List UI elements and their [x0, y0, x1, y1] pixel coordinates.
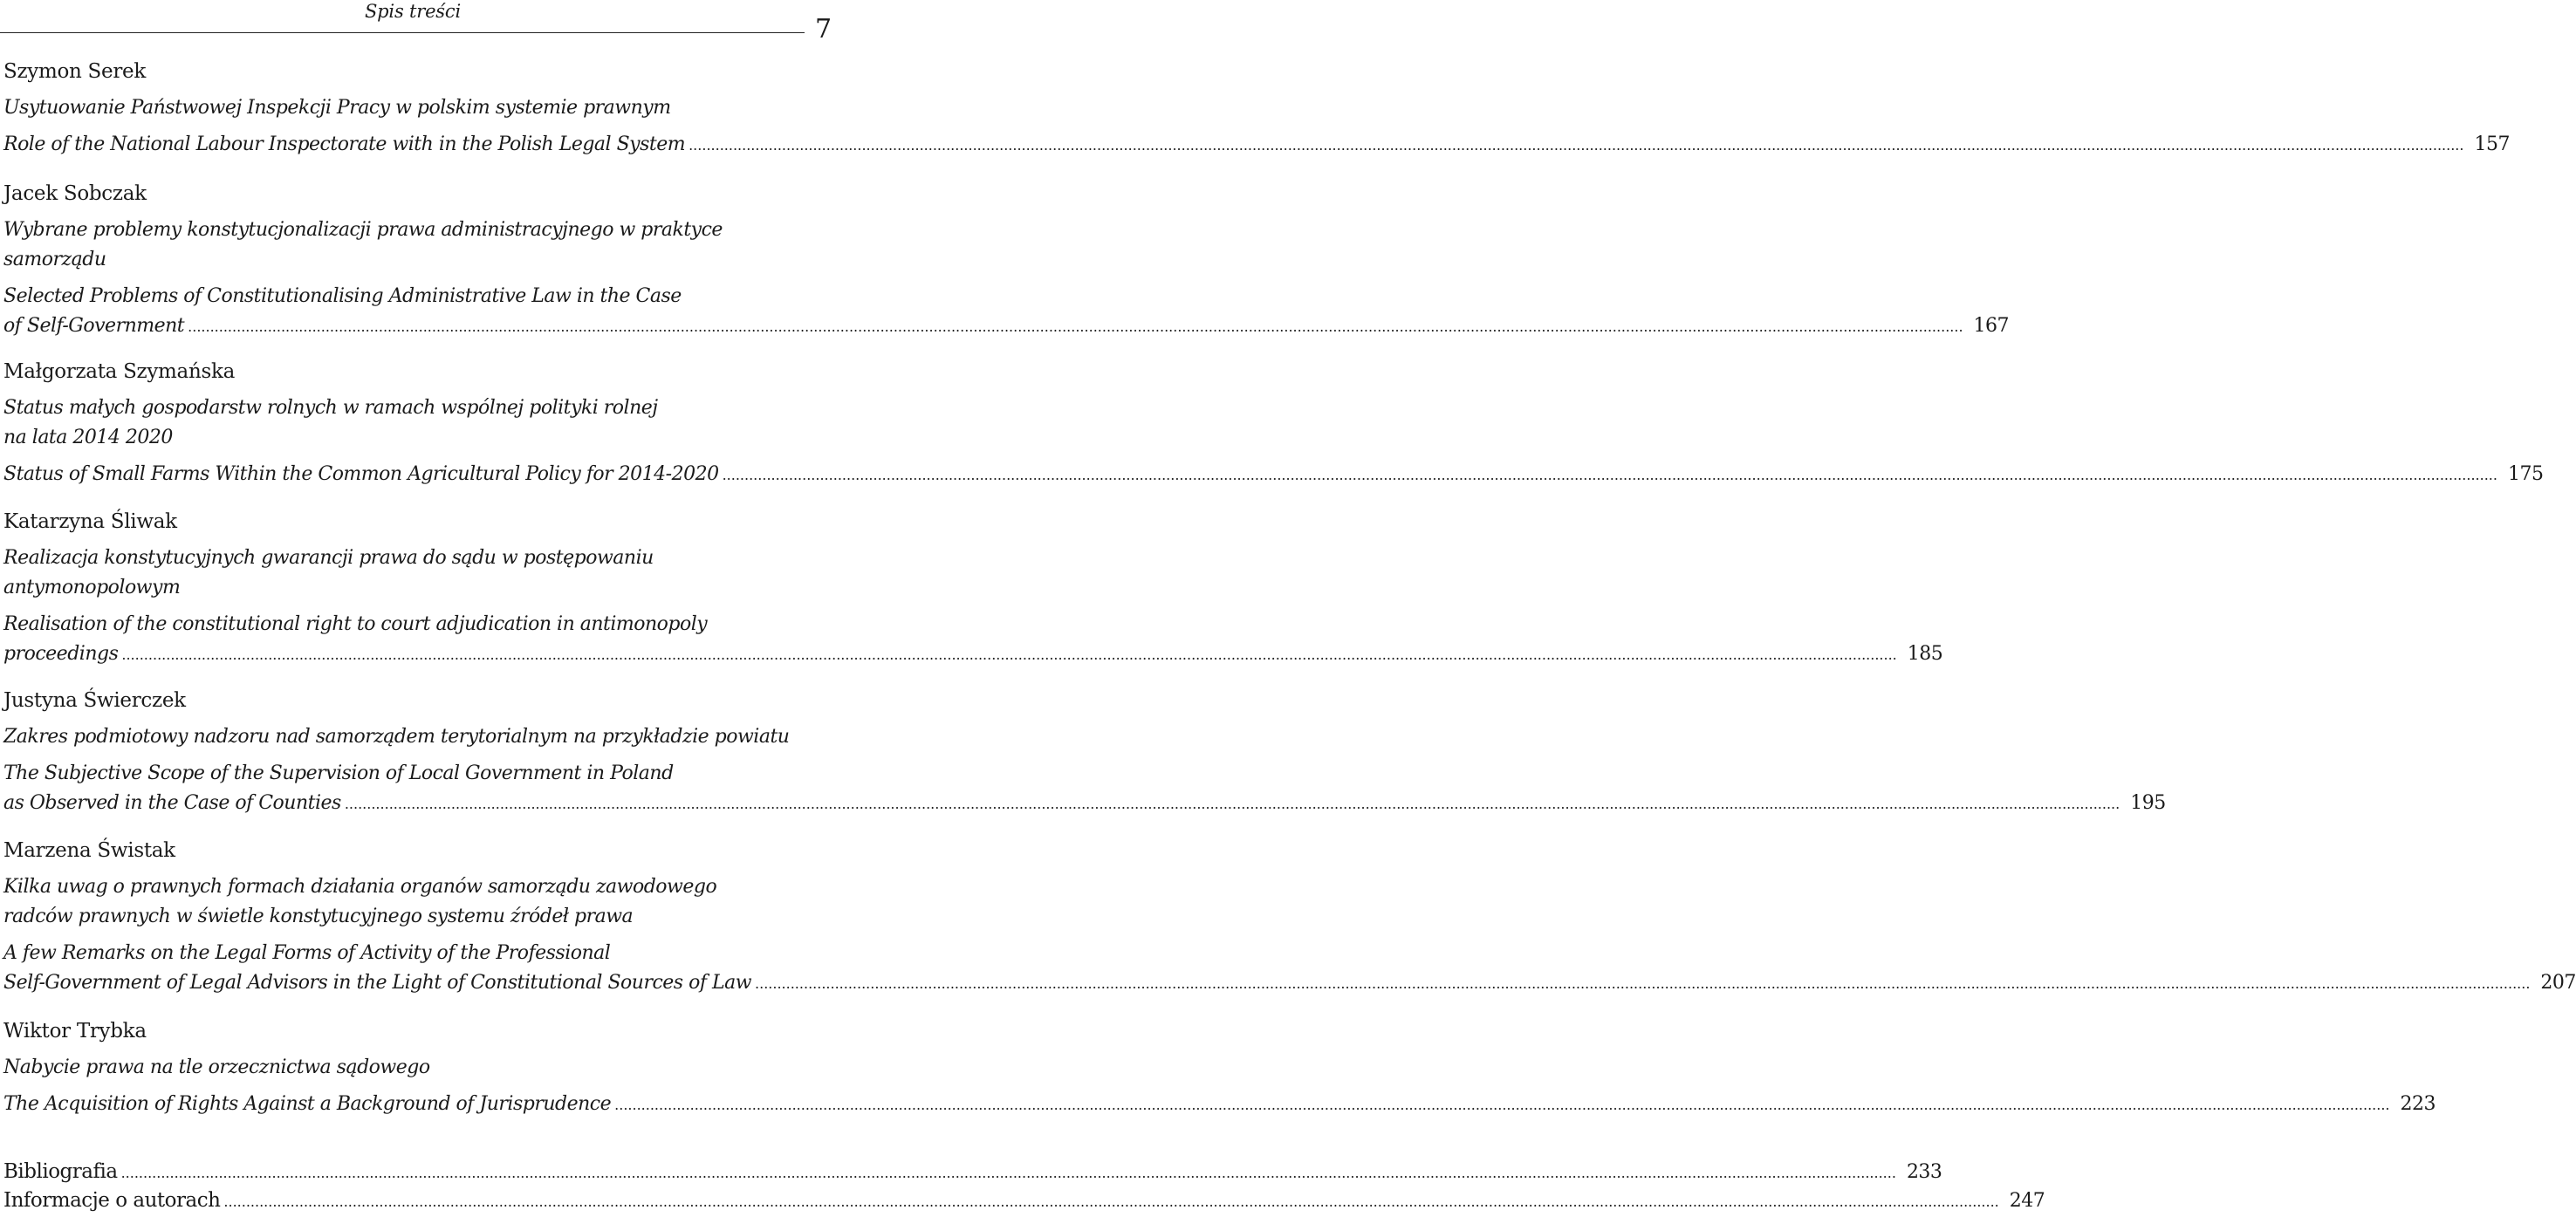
entry-title: The Acquisition of Rights Against a Background of Jurisprudence: [3, 1093, 612, 1115]
back-matter-page-number: 247: [2009, 1190, 2045, 1212]
entry-title: as Observed in the Case of Counties: [3, 792, 341, 814]
back-matter-title: Informacje o autorach: [3, 1189, 221, 1212]
entry-leader-line[interactable]: [3, 461, 2544, 489]
back-matter-leader-line[interactable]: [3, 1186, 2045, 1216]
dot-leader: ................................................................................................................................................................................................................................................................................................................................................................................................................: [120, 1165, 1896, 1181]
entry-leader-line[interactable]: [3, 969, 2576, 998]
entry-title-pl: Status małych gospodarstw rolnych w ramach wspólnej polityki rolnej: [3, 397, 658, 419]
entry-page-number: 167: [1973, 315, 2010, 337]
entry-title-pl: Kilka uwag o prawnych formach działania organów samorządu zawodowego: [3, 876, 717, 898]
entry-title-en: The Subjective Scope of the Supervision of Local Government in Poland: [3, 762, 674, 784]
entry-leader-line[interactable]: [3, 131, 2510, 160]
toc-entry: [3, 508, 1943, 669]
running-title: Spis treści: [365, 1, 461, 22]
entry-leader-line[interactable]: [3, 790, 2166, 818]
entry-title-pl: samorządu: [3, 249, 106, 270]
entry-author: Justyna Świerczek: [3, 689, 186, 712]
dot-leader: ................................................................................................................................................................................................................................................................................................................................................................................................................: [188, 318, 1963, 335]
entry-author: Katarzyna Śliwak: [3, 510, 177, 533]
entry-leader-line[interactable]: [3, 1091, 2436, 1119]
dot-leader: ................................................................................................................................................................................................................................................................................................................................................................................................................: [223, 1193, 1999, 1210]
toc-entry: [3, 180, 2010, 341]
entry-author: Szymon Serek: [3, 60, 146, 83]
entry-leader-line[interactable]: [3, 640, 1943, 669]
entry-title: Role of the National Labour Inspectorate with in the Polish Legal System: [3, 133, 686, 155]
entry-title-pl: na lata 2014 2020: [3, 427, 173, 448]
toc-entry: [3, 58, 2510, 160]
back-matter-leader-line[interactable]: [3, 1158, 1942, 1187]
toc-entry: [3, 358, 2544, 489]
entry-page-number: 185: [1907, 643, 1943, 665]
entry-leader-line[interactable]: [3, 312, 2010, 341]
entry-title-pl: Realizacja konstytucyjnych gwarancji prawa do sądu w postępowaniu: [3, 547, 654, 569]
dot-leader: ................................................................................................................................................................................................................................................................................................................................................................................................................: [689, 137, 2464, 154]
entry-title-pl: Nabycie prawa na tle orzecznictwa sądowego: [3, 1056, 430, 1078]
entry-title-pl: Zakres podmiotowy nadzoru nad samorządem terytorialnym na przykładzie powiatu: [3, 726, 790, 748]
entry-author: Wiktor Trybka: [3, 1020, 147, 1043]
entry-page-number: 195: [2130, 792, 2166, 814]
back-matter-title: Bibliografia: [3, 1160, 118, 1183]
entry-title: Self-Government of Legal Advisors in the Light of Constitutional Sources of Law: [3, 972, 752, 994]
entry-page-number: 223: [2400, 1093, 2436, 1115]
header-rule: [0, 32, 805, 33]
dot-leader: ................................................................................................................................................................................................................................................................................................................................................................................................................: [614, 1097, 2390, 1113]
back-matter-entry: [3, 1186, 2045, 1216]
entry-title: of Self-Government: [3, 315, 185, 337]
entry-title-en: A few Remarks on the Legal Forms of Activity of the Professional: [3, 942, 611, 964]
entry-author: Jacek Sobczak: [3, 182, 147, 205]
entry-page-number: 157: [2474, 133, 2510, 155]
page-number: 7: [815, 14, 832, 44]
entry-title: proceedings: [3, 643, 119, 665]
running-header: [0, 0, 838, 44]
toc-entry: [3, 837, 2576, 998]
dot-leader: ................................................................................................................................................................................................................................................................................................................................................................................................................: [755, 975, 2531, 992]
entry-author: Marzena Świstak: [3, 839, 175, 862]
entry-title-pl: radców prawnych w świetle konstytucyjnego systemu źródeł prawa: [3, 906, 634, 927]
entry-title-en: Selected Problems of Constitutionalising Administrative Law in the Case: [3, 285, 682, 307]
toc-entry: [3, 1017, 2436, 1119]
entry-page-number: 207: [2540, 972, 2576, 994]
entry-title-pl: antymonopolowym: [3, 577, 181, 598]
dot-leader: ................................................................................................................................................................................................................................................................................................................................................................................................................: [722, 467, 2497, 483]
entry-page-number: 175: [2507, 463, 2544, 485]
entry-title-en: Realisation of the constitutional right to court adjudication in antimonopoly: [3, 613, 708, 635]
back-matter-page-number: 233: [1906, 1161, 1942, 1183]
back-matter-entry: [3, 1158, 1942, 1187]
entry-title-pl: Wybrane problemy konstytucjonalizacji prawa administracyjnego w praktyce: [3, 219, 723, 241]
dot-leader: ................................................................................................................................................................................................................................................................................................................................................................................................................: [344, 796, 2120, 812]
entry-title: Status of Small Farms Within the Common Agricultural Policy for 2014-2020: [3, 463, 719, 485]
entry-title-pl: Usytuowanie Państwowej Inspekcji Pracy w polskim systemie prawnym: [3, 97, 671, 119]
toc-entry: [3, 687, 2166, 818]
dot-leader: ................................................................................................................................................................................................................................................................................................................................................................................................................: [121, 646, 1897, 663]
entry-author: Małgorzata Szymańska: [3, 360, 236, 383]
